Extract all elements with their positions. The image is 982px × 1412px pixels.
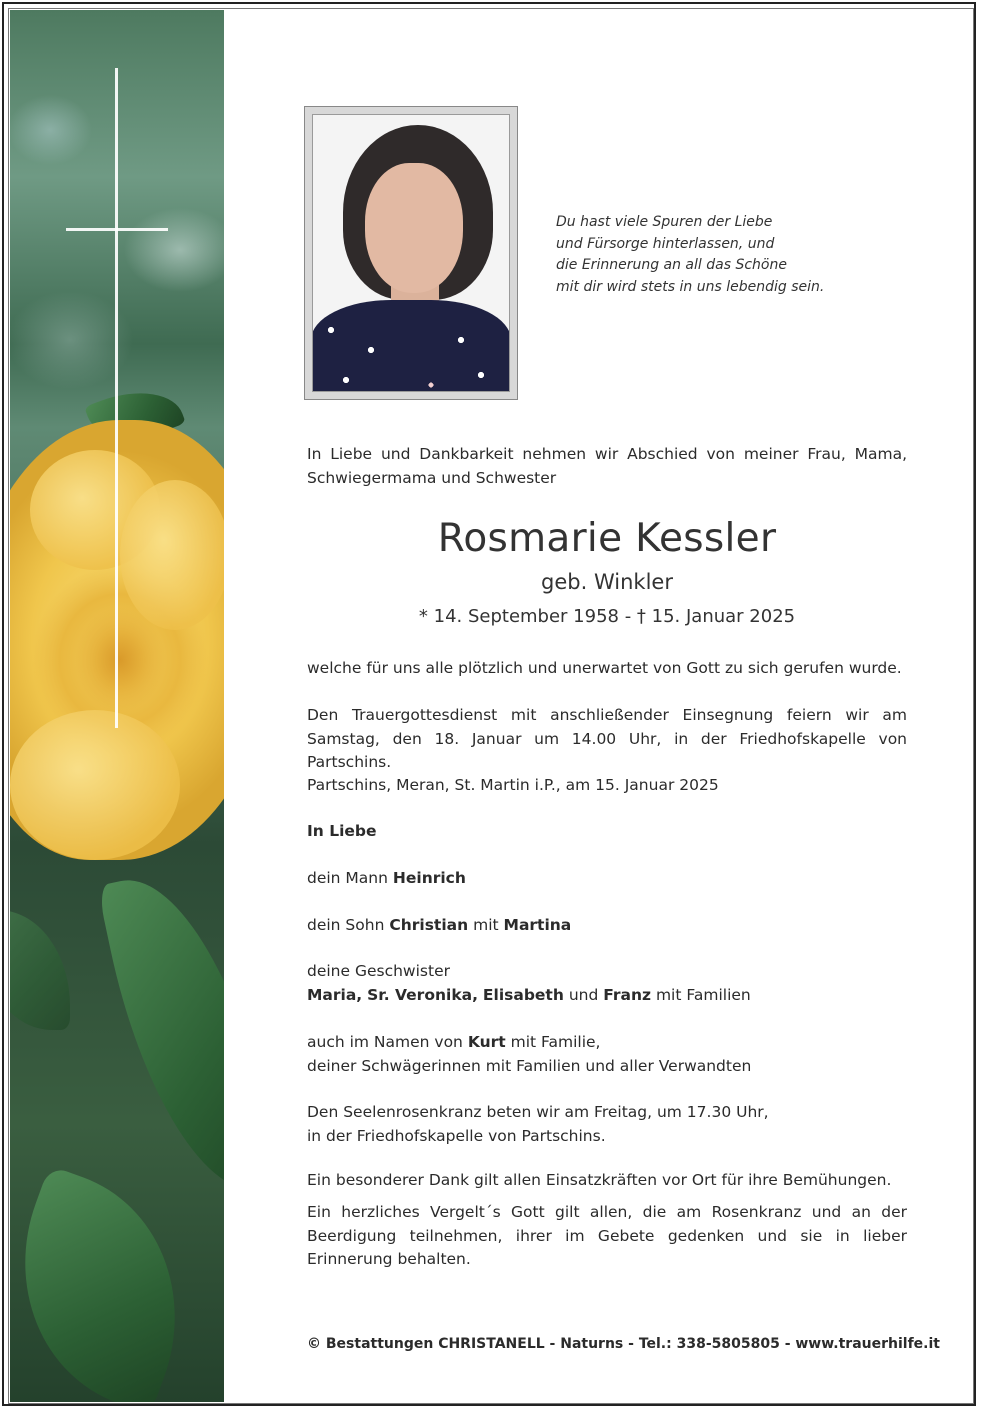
rose-side-image xyxy=(10,10,224,1402)
leaf-shape xyxy=(10,910,70,1030)
mourner-others xyxy=(307,1031,907,1078)
sibling-name: Maria, xyxy=(307,985,363,1004)
life-dates: * 14. September 1958 - † 15. Januar 2025 xyxy=(418,606,796,627)
sibling-name: Elisabeth xyxy=(482,985,564,1004)
rosary-line1: Den Seelenrosenkranz beten wir am Freitag, um 17.30 Uhr, xyxy=(307,1103,769,1121)
siblings-suffix: mit Familien xyxy=(655,985,751,1004)
siblings-and: und xyxy=(568,985,599,1004)
rose-petal xyxy=(10,710,180,860)
mourners-heading-text: In Liebe xyxy=(307,822,377,840)
deceased-name: Rosmarie Kessler xyxy=(437,516,777,561)
son-name: Christian xyxy=(389,916,469,934)
also-suffix: mit Familie, xyxy=(510,1033,601,1051)
son-with: mit xyxy=(473,916,499,934)
mourner-husband xyxy=(307,867,907,891)
thanks-first: Ein besonderer Dank gilt allen Einsatzkräften vor Ort für ihre Bemühungen. xyxy=(307,1171,892,1189)
also-name: Kurt xyxy=(467,1033,506,1051)
service-text: Den Trauergottesdienst mit anschließender Einsegnung feiern wir am Samstag, den 18. Januar um 14.00 Uhr, in der Friedhofskapelle von Partschins. xyxy=(307,706,907,771)
memorial-quote xyxy=(556,212,856,298)
intro-text: In Liebe und Dankbarkeit nehmen wir Abschied von meiner Frau, Mama, Schwiegermama und Schwester xyxy=(307,445,907,487)
sibling-name: Sr. Veronika, xyxy=(367,985,478,1004)
mourner-siblings xyxy=(307,960,907,1007)
quote-line: Du hast viele Spuren der Liebe xyxy=(556,214,773,230)
quote-line: die Erinnerung an all das Schöne xyxy=(556,257,787,273)
sudden-text: welche für uns alle plötzlich und unerwartet von Gott zu sich gerufen wurde. xyxy=(307,659,902,677)
cross-icon xyxy=(115,68,118,728)
others-line1 xyxy=(307,1031,907,1055)
funeral-home-footer: © Bestattungen CHRISTANELL - Naturns - Tel.: 338-5805805 - www.trauerhilfe.it xyxy=(307,1336,940,1352)
place-date: Partschins, Meran, St. Martin i.P., am 15. Januar 2025 xyxy=(307,776,719,794)
husband-name: Heinrich xyxy=(392,869,466,887)
maiden-name: geb. Winkler xyxy=(541,570,673,594)
thanks-second: Ein herzliches Vergelt´s Gott gilt allen, die am Rosenkranz und an der Beerdigung teilnehmen, ihrer im Gebete gedenken und sie in lieber Erinnerung behalten. xyxy=(307,1203,907,1268)
sibling-name: Franz xyxy=(603,985,652,1004)
son-partner-name: Martina xyxy=(503,916,572,934)
mourners-heading xyxy=(307,820,907,844)
leaf-shape xyxy=(97,861,224,1209)
quote-line: mit dir wird stets in uns lebendig sein. xyxy=(556,278,825,295)
portrait-frame xyxy=(304,106,518,400)
portrait-blouse xyxy=(312,300,510,392)
portrait-face xyxy=(365,163,463,293)
mourner-son xyxy=(307,914,907,938)
portrait-photo xyxy=(312,114,510,392)
quote-line: und Fürsorge hinterlassen, und xyxy=(556,235,775,252)
others-line2: deiner Schwägerinnen mit Familien und aller Verwandten xyxy=(307,1056,752,1075)
son-prefix: dein Sohn xyxy=(307,916,385,934)
cross-icon-bar xyxy=(66,228,168,231)
rosary-line2: in der Friedhofskapelle von Partschins. xyxy=(307,1126,606,1145)
rosary-text xyxy=(307,1101,907,1148)
leaf-shape xyxy=(10,1165,219,1402)
also-prefix: auch im Namen von xyxy=(307,1033,463,1051)
siblings-prefix: deine Geschwister xyxy=(307,962,450,980)
rose-petal xyxy=(120,480,224,630)
husband-prefix: dein Mann xyxy=(307,869,388,887)
siblings-names xyxy=(307,984,907,1008)
